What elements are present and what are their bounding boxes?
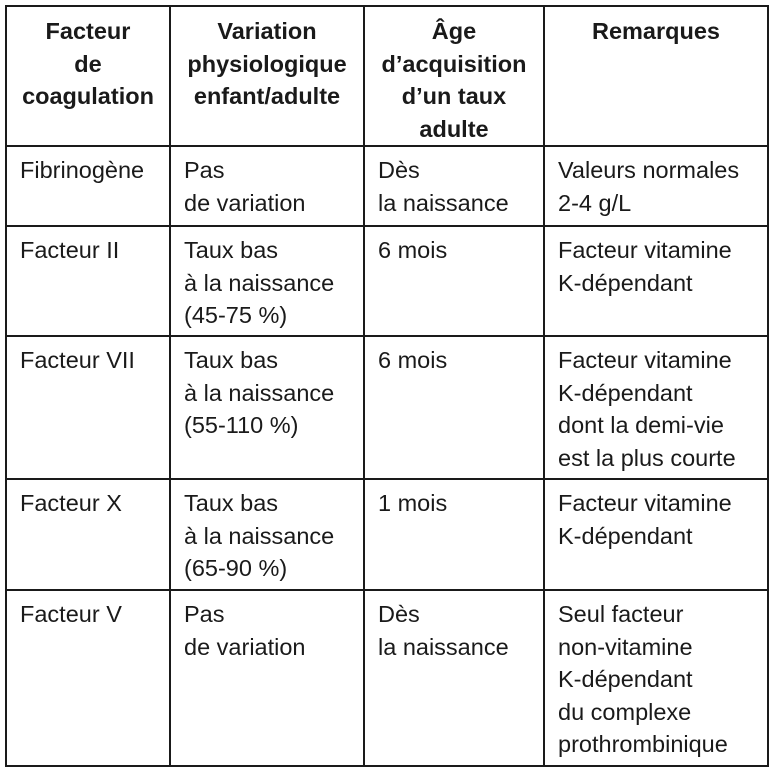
cell-text: 6 mois — [378, 347, 448, 373]
cell-text: non-vitamine — [558, 633, 693, 660]
cell-facteur — [6, 479, 170, 590]
cell-text: 1 mois — [378, 490, 448, 516]
cell-text: K-dépendant — [558, 522, 693, 549]
cell-text: la naissance — [378, 189, 509, 216]
cell-text: Taux bas — [184, 237, 279, 263]
cell-text: à la naissance — [184, 379, 335, 406]
cell-remarques — [544, 479, 768, 590]
cell-variation — [170, 226, 364, 336]
cell-remarques — [544, 336, 768, 479]
cell-remarques — [544, 146, 768, 226]
cell-text: Dès — [378, 601, 420, 627]
table-row — [6, 479, 768, 590]
header-text: Âge — [431, 18, 477, 44]
cell-age — [364, 146, 544, 226]
header-text: de — [74, 50, 102, 77]
cell-text: Facteur II — [20, 237, 120, 263]
cell-text: Taux bas — [184, 347, 279, 373]
cell-text: est la plus courte — [558, 444, 736, 471]
cell-text: Taux bas — [184, 490, 279, 516]
header-text: enfant/adulte — [193, 83, 341, 109]
cell-text: K-dépendant — [558, 379, 693, 406]
header-variation — [170, 6, 364, 146]
header-row — [6, 6, 768, 146]
header-text: Remarques — [592, 18, 720, 44]
header-text: Facteur — [45, 18, 131, 44]
cell-text: Valeurs normales — [558, 157, 740, 183]
cell-text: Facteur V — [20, 601, 122, 627]
cell-text: la naissance — [378, 633, 509, 660]
cell-text: prothrombinique — [558, 731, 728, 757]
cell-text: Facteur vitamine — [558, 347, 732, 373]
cell-text: Facteur vitamine — [558, 490, 732, 516]
cell-variation — [170, 146, 364, 226]
table-row — [6, 336, 768, 479]
header-facteur — [6, 6, 170, 146]
cell-text: Facteur X — [20, 490, 122, 516]
table-row — [6, 146, 768, 226]
cell-text: (55-110 %) — [184, 412, 299, 438]
cell-facteur — [6, 146, 170, 226]
header-text: d’un taux — [401, 83, 507, 109]
cell-text: 2-4 g/L — [558, 189, 632, 216]
cell-variation — [170, 590, 364, 766]
header-text: Variation — [217, 18, 317, 44]
cell-remarques — [544, 590, 768, 766]
cell-age — [364, 479, 544, 590]
cell-text: Pas — [184, 601, 225, 627]
cell-age — [364, 590, 544, 766]
cell-facteur — [6, 336, 170, 479]
cell-age — [364, 336, 544, 479]
cell-remarques — [544, 226, 768, 336]
header-text: physiologique — [187, 50, 347, 77]
cell-text: dont la demi-vie — [558, 412, 724, 438]
cell-text: Pas — [184, 157, 225, 183]
header-text: d’acquisition — [381, 50, 527, 77]
cell-facteur — [6, 590, 170, 766]
cell-text: K-dépendant — [558, 269, 693, 296]
cell-text: Dès — [378, 157, 420, 183]
header-text: coagulation — [22, 83, 154, 109]
header-age — [364, 6, 544, 146]
coagulation-factors-table — [5, 5, 769, 767]
cell-text: à la naissance — [184, 269, 335, 296]
cell-text: de variation — [184, 189, 306, 216]
cell-text: de variation — [184, 633, 306, 660]
table-row — [6, 226, 768, 336]
cell-text: Fibrinogène — [20, 157, 145, 183]
cell-text: Facteur vitamine — [558, 237, 732, 263]
header-remarques — [544, 6, 768, 146]
cell-age — [364, 226, 544, 336]
cell-text: du complexe — [558, 698, 692, 725]
cell-variation — [170, 336, 364, 479]
cell-variation — [170, 479, 364, 590]
cell-text: à la naissance — [184, 522, 335, 549]
cell-text: Seul facteur — [558, 601, 684, 627]
cell-text: 6 mois — [378, 237, 448, 263]
cell-text: (65-90 %) — [184, 555, 288, 581]
cell-text: K-dépendant — [558, 666, 693, 692]
cell-text: Facteur VII — [20, 347, 135, 373]
header-text: adulte — [419, 115, 489, 142]
cell-facteur — [6, 226, 170, 336]
table-row — [6, 590, 768, 766]
cell-text: (45-75 %) — [184, 302, 288, 328]
